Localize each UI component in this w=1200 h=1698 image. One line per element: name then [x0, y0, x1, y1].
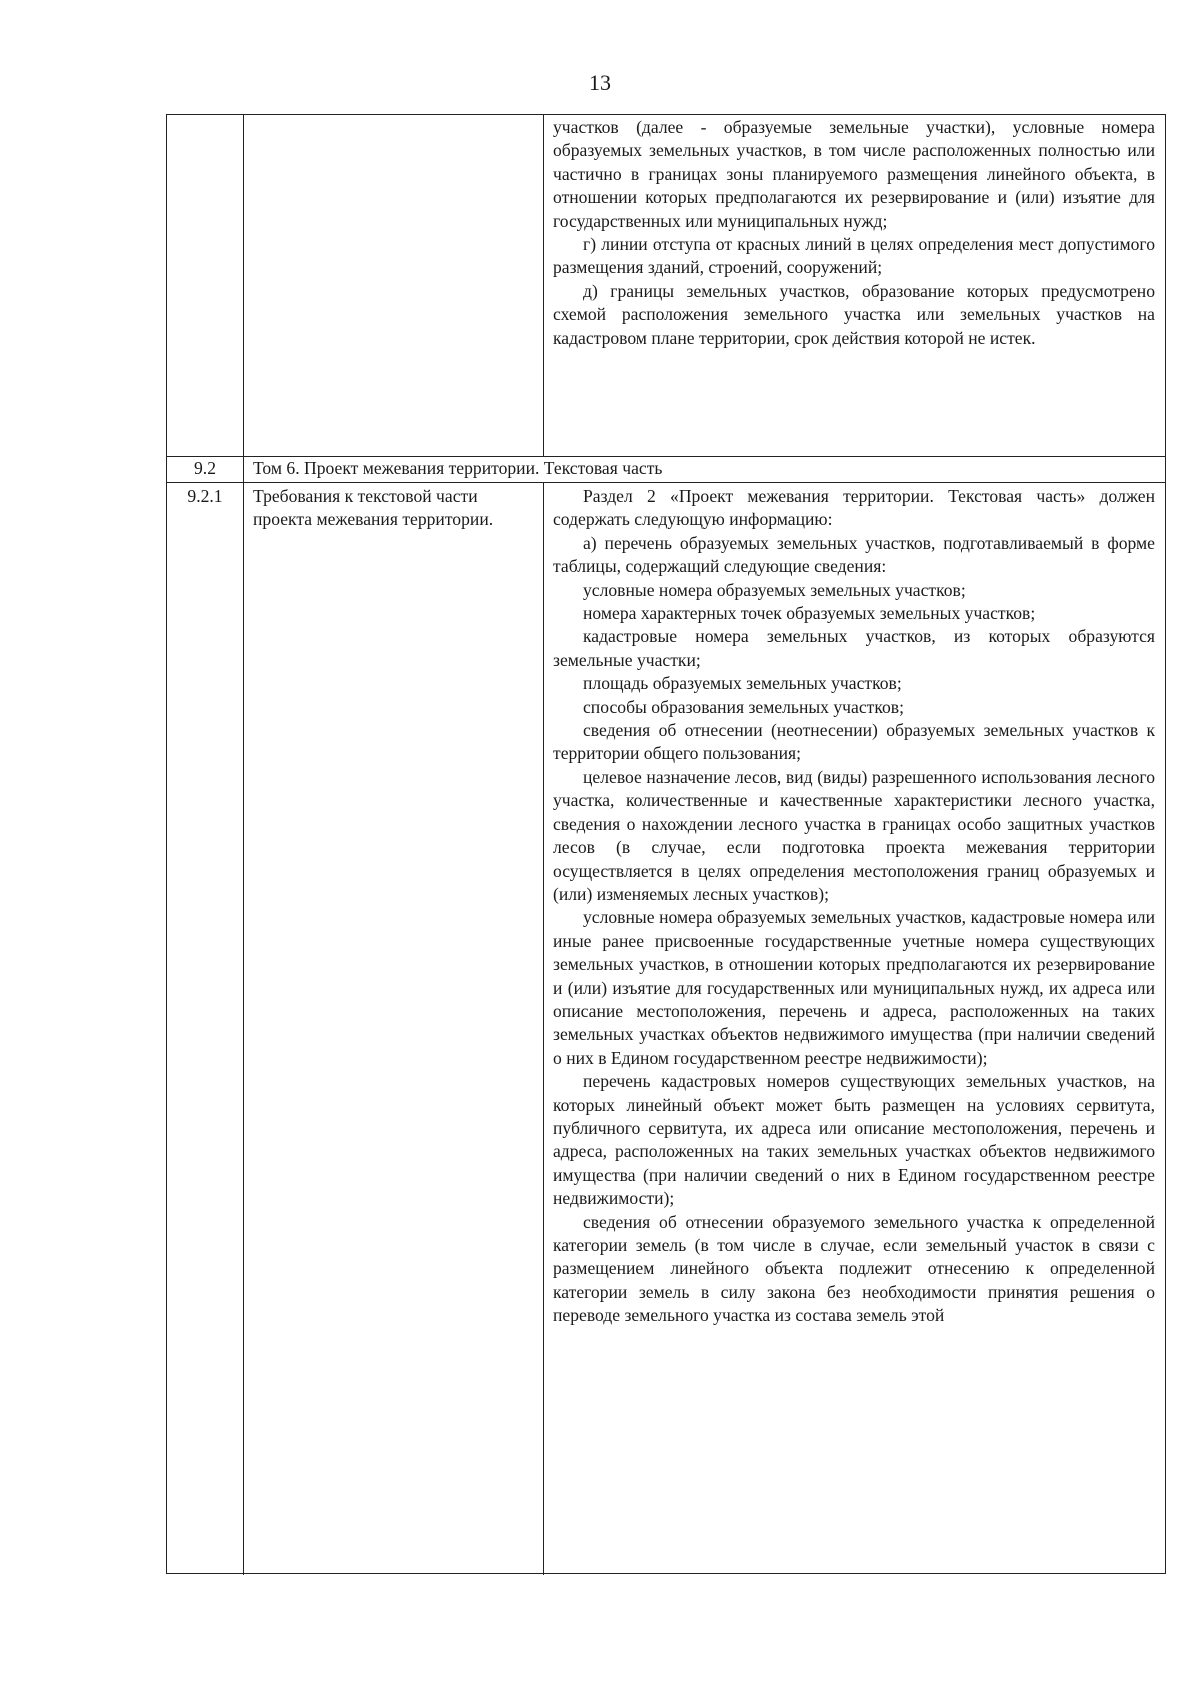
requirement-title: Требования к текстовой части проекта межевания территории.: [253, 486, 494, 530]
section-title: Том 6. Проект межевания территории. Текстовая часть: [253, 458, 663, 478]
column-divider: [243, 482, 244, 1575]
section-number: 9.2: [194, 458, 216, 478]
list-item: условные номера образуемых земельных участков, кадастровые номера или иные ранее присвоенные государственные учетные номера существующих земельных участков, в отношении которых предполагаются их резервирование и (или) изъятие для государственных или муниципальных нужд, их адреса или описание местоположения, перечень и адреса, расположенных на таких земельных участках объектов недвижимого имущества (при наличии сведений о них в Едином государственном реестре недвижимости);: [553, 907, 1155, 1068]
list-item: условные номера образуемых земельных участков;: [583, 579, 966, 600]
paragraph: а) перечень образуемых земельных участков, подготавливаемый в форме таблицы, содержащий следующие сведения:: [553, 532, 1155, 577]
column-divider: [543, 115, 544, 456]
list-item: сведения об отнесении (неотнесении) образуемых земельных участков к территории общего пользования;: [553, 720, 1155, 764]
column-divider: [243, 456, 244, 482]
continuation-text: [553, 116, 1155, 350]
row-divider: [167, 482, 1165, 483]
requirements-table: [166, 114, 1166, 1574]
requirement-text: [553, 485, 1155, 1328]
column-divider: [543, 482, 544, 1575]
list-item: площадь образуемых земельных участков;: [583, 673, 902, 694]
list-item: сведения об отнесении образуемого земельного участка к определенной категории земель (в том числе в случае, если земельный участок в связи с размещением линейного объекта подлежит отнесению к определенной категории земель в силу закона без необходимости принятия решения о переводе земельного участка из состава земель этой: [553, 1211, 1155, 1326]
list-item: номера характерных точек образуемых земельных участков;: [583, 603, 1036, 624]
paragraph: д) границы земельных участков, образование которых предусмотрено схемой расположения земельного участка или земельных участков на кадастровом плане территории, срок действия которой не истек.: [553, 280, 1155, 348]
page-number: 13: [589, 70, 611, 95]
list-item: способы образования земельных участков;: [583, 696, 904, 717]
list-item: перечень кадастровых номеров существующих земельных участков, на которых линейный объект может быть размещен на условиях сервитута, публичного сервитута, их адреса или описание местоположения, перечень и адреса, расположенных на таких земельных участках объектов недвижимого имущества (при наличии сведений о них в Едином государственном реестре недвижимости);: [553, 1071, 1155, 1209]
column-divider: [243, 115, 244, 456]
paragraph: участков (далее - образуемые земельные участки), условные номера образуемых земельных участков, в том числе расположенных полностью или частично в границах зоны планируемого размещения линейного объекта, в отношении которых предполагаются их резервирование и (или) изъятие для государственных или муниципальных нужд;: [553, 117, 1155, 231]
requirement-number: 9.2.1: [187, 486, 223, 506]
paragraph: г) линии отступа от красных линий в целях определения мест допустимого размещения зданий, строений, сооружений;: [553, 234, 1155, 278]
list-item: кадастровые номера земельных участков, из которых образуются земельные участки;: [553, 626, 1155, 670]
list-item: целевое назначение лесов, вид (виды) разрешенного использования лесного участка, количественные и качественные характеристики лесного участка, сведения о нахождении лесного участка в границах особо защитных участков лесов (в случае, если подготовка проекта межевания территории осуществляется в целях определения местоположения границ образуемых и (или) изменяемых лесных участков);: [553, 766, 1155, 904]
paragraph: Раздел 2 «Проект межевания территории. Текстовая часть» должен содержать следующую информацию:: [553, 486, 1155, 530]
